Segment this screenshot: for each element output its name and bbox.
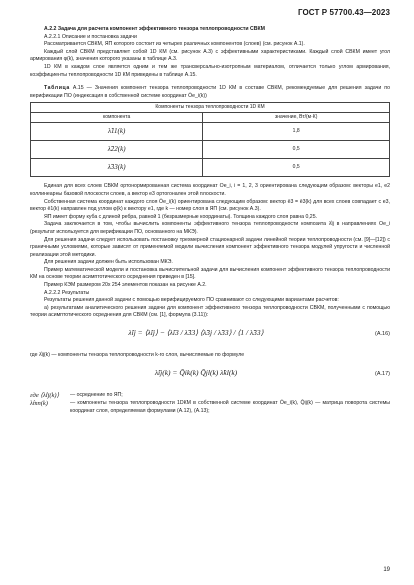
equation-a17	[30, 363, 390, 389]
paragraph: а) результатами аналитического решения задачи для компонент эффективного тензора теплопроводности СВКМ, полученными с помощью теории асимптотического осреднения для СВКМ (см. [1], формула (3.11)):	[30, 304, 390, 319]
paragraph: Пример математической модели и постановка вычислительной задачи для вычисления компонент эффективного тензора теплопроводности КМ на основе теории асимптотического осреднения приведен в [15].	[30, 266, 390, 281]
table-cell-component: λ̂22(k)	[107, 144, 126, 153]
document-body	[30, 26, 390, 416]
equation-a16	[30, 323, 390, 349]
standard-header: ГОСТ Р 57700.43—2023	[297, 8, 390, 17]
definition-text: — компоненты тензора теплопроводности 1DКМ в собственной системе координат Ōe_i(k), Q̄ij(k) — матрица поворота системы координат слоя, определяемая формулами (А.12), (А.13);	[70, 400, 390, 414]
table-col-header-value: значение, Вт/(м·К)	[203, 113, 390, 123]
page-number: 19	[383, 567, 390, 573]
table-col-header-component: компонента	[31, 113, 203, 123]
definition-symbol: λ̂mn(k)	[30, 400, 48, 408]
table-cell-component: λ̂11(k)	[108, 126, 126, 135]
table-cell-value: 0,5	[203, 159, 390, 177]
paragraph: Для решения задачи должен быть использован МКЭ.	[44, 259, 173, 266]
table-row	[31, 123, 390, 141]
paragraph: Каждый слой СВКМ представляет собой 1D КМ (см. рисунок А.3) с эффективными характеристиками. Каждый слой СВКМ имеет угол армирования φ(k), значения которого указаны в таблице А.3.	[30, 48, 390, 63]
paragraph: ЯП имеет форму куба с длиной ребра, равной 1 (безразмерные координаты). Толщина каждого слоя равна 0,25.	[44, 213, 318, 220]
paragraph: где λ̂ij(k) — компоненты тензора теплопроводности k-го слоя, вычисляемые по формуле	[30, 352, 245, 359]
equation-number: (А.17)	[375, 370, 390, 377]
paragraph: Единая для всех слоев СВКМ ортонормированная система координат Oe_i, i = 1, 2, 3 ориентирована следующим образом: векторы e1, e2 коллинеарны базовой плоскости слоев, а вектор e3 ортогонален этой плоскости.	[30, 183, 390, 197]
table-row	[31, 141, 390, 159]
definition-text: — осреднение по ЯП;	[70, 391, 123, 398]
definition-row	[30, 400, 390, 415]
equation-formula: λ̂ij = ⟨λ̂ij⟩ − ⟨λ̂i3 / λ̂33⟩ ⟨λ̂3j / λ̂33⟩ / ⟨1 / λ̂33⟩	[128, 328, 264, 338]
table-cell-value: 0,5	[203, 141, 390, 159]
paragraph: 1D КМ в каждом слое является одним и тем же трансверсально-изотропным материалом, отличается только углом армирования, коэффициенты теплопроводности 1D КМ приведены в таблице А.15.	[30, 63, 390, 78]
table-cell-component: λ̂33(k)	[107, 162, 126, 171]
definition-symbol: где ⟨λ̂ij(k)⟩	[30, 391, 60, 399]
paragraph: Рассматривается СВКМ, ЯП которого состоит из четырех различных компонентов (слоев) (см. рисунок А.1).	[44, 41, 305, 48]
table-cell-value: 1,8	[203, 123, 390, 141]
conductivity-table	[30, 102, 390, 177]
table-span-header: Компоненты тензора теплопроводности 1D КМ	[31, 103, 390, 113]
paragraph: Пример КЭМ размером 20х 254 элементов показан на рисунке А.2.	[44, 282, 207, 289]
paragraph: Для решения задачи следует использовать постановку трехмерной стационарной задачи линейной теории теплопроводности (см. [9]—[12]) с граничными условиями, которые зависят от применяемой модели вычисления компонент эффективного тензора модулей упругости и численной реализации этой методики.	[30, 236, 390, 258]
subsection-title: А.2.2.1 Описание и постановка задачи	[44, 33, 137, 40]
table-row	[31, 159, 390, 177]
equation-number: (А.16)	[375, 331, 390, 338]
paragraph: Задача заключается в том, чтобы вычислить компоненты эффективного тензора теплопроводности композита λ̂ij в направлениях Oe_i (результат используется для верификации ПО, основанного на МКЭ).	[30, 221, 390, 235]
table-caption-label: Таблица	[44, 85, 70, 92]
paragraph: Результаты решения данной задачи с помощью верифицируемого ПО сравнивают со следующими вариантами расчетов:	[44, 297, 339, 304]
section-title: А.2.2 Задача для расчета компонент эффективного тензора теплопроводности СВКМ	[44, 26, 265, 32]
table-caption	[30, 85, 390, 100]
table-caption-text: А.15 — Значения компонент тензора теплопроводности 1D КМ в составе СВКМ, рекомендуемые для решения задачи по верификации ПО (индексация в собственной системе координат Ōe_i(k))	[30, 85, 390, 99]
definition-row	[30, 392, 390, 400]
subsection-title: А.2.2.2 Результаты	[44, 289, 90, 296]
paragraph: Собственная система координат каждого слоя Ōe_i(k) ориентирована следующим образом: вектор ē3 = ē3(k) для всех слоев совпадает с e3, вектор ē1(k) направлен под углом φ(k) к вектору e1, где k — номер слоя в ЯП (см. рисунок А.3).	[30, 198, 390, 213]
equation-formula: λ̂ij(k) = Q̄ik(k) Q̄jl(k) λ̂kl(k)	[154, 367, 238, 377]
